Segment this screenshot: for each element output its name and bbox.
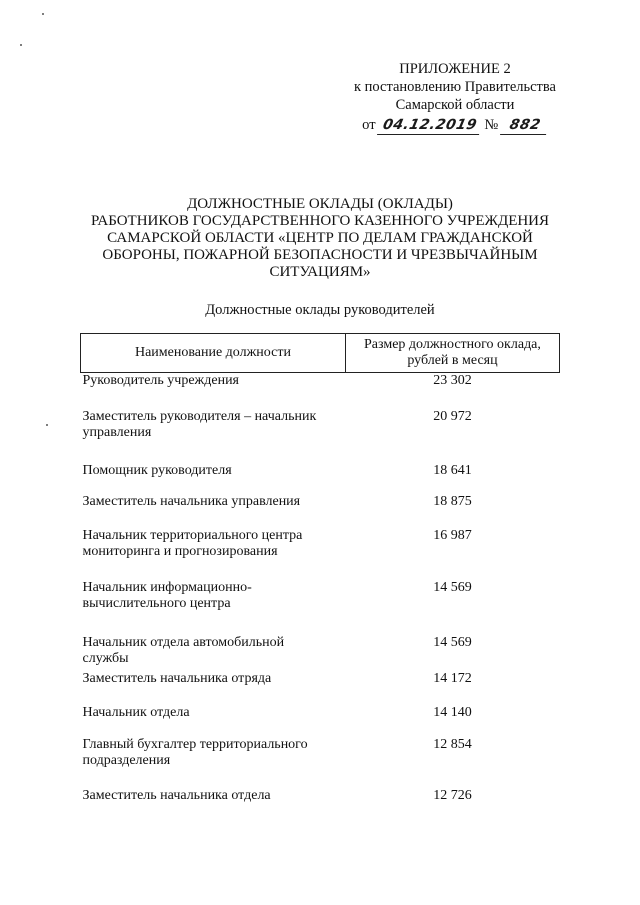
attachment-region: Самарской области xyxy=(395,97,515,113)
position-name: Начальник информационно- вычислительного центра xyxy=(82,579,252,611)
title-line: ДОЛЖНОСТНЫЕ ОКЛАДЫ (ОКЛАДЫ) xyxy=(187,196,453,212)
scan-speck xyxy=(42,13,44,15)
table-row xyxy=(81,463,560,494)
position-name: Начальник территориального центра мониторинга и прогнозирования xyxy=(82,527,303,559)
position-name: Заместитель начальника отряда xyxy=(82,670,272,686)
handwritten-number: 882 xyxy=(500,116,550,135)
scan-speck xyxy=(46,424,48,426)
position-name: Заместитель начальника управления xyxy=(82,493,301,509)
number-prefix: № xyxy=(484,117,499,133)
salary-value: 23 302 xyxy=(433,373,472,388)
header-salary-line2: рублей в месяц xyxy=(407,353,498,368)
attachment-label: ПРИЛОЖЕНИЕ 2 xyxy=(399,61,511,77)
attachment-decree: к постановлению Правительства xyxy=(354,79,556,95)
salary-value: 14 172 xyxy=(433,670,472,686)
position-name: Начальник отдела автомобильной службы xyxy=(82,634,285,666)
salary-value: 14 569 xyxy=(433,579,472,595)
position-name: Главный бухгалтер территориального подразделения xyxy=(82,736,308,768)
section-subtitle: Должностные оклады руководителей xyxy=(205,302,435,318)
table-row xyxy=(81,635,560,671)
header-salary xyxy=(345,334,559,373)
position-name: Заместитель руководителя – начальник управления xyxy=(82,408,317,440)
attachment-header xyxy=(340,60,570,135)
table-header-row xyxy=(81,334,560,373)
table-row xyxy=(81,671,560,705)
salary-value: 18 641 xyxy=(433,462,472,478)
table-row xyxy=(81,494,560,528)
table-row xyxy=(81,409,560,463)
handwritten-date: 04.12.2019 xyxy=(377,116,483,135)
table-row xyxy=(81,373,560,409)
table-row xyxy=(81,705,560,737)
attachment-date-line xyxy=(340,116,570,135)
salary-value: 20 972 xyxy=(433,408,472,424)
salary-value: 14 140 xyxy=(433,704,472,720)
title-line: ОБОРОНЫ, ПОЖАРНОЙ БЕЗОПАСНОСТИ И ЧРЕЗВЫЧАЙНЫМ xyxy=(102,247,538,263)
salary-value: 14 569 xyxy=(433,634,472,650)
table-row xyxy=(81,737,560,788)
position-name: Руководитель учреждения xyxy=(82,373,239,388)
table-row xyxy=(81,580,560,635)
title-line: РАБОТНИКОВ ГОСУДАРСТВЕННОГО КАЗЕННОГО УЧРЕЖДЕНИЯ xyxy=(90,213,550,229)
salary-table xyxy=(80,333,560,812)
salary-value: 18 875 xyxy=(433,493,472,509)
position-name: Помощник руководителя xyxy=(82,462,232,478)
salary-value: 16 987 xyxy=(433,527,472,543)
salary-value: 12 854 xyxy=(433,736,472,752)
scan-speck xyxy=(20,44,22,46)
position-name: Начальник отдела xyxy=(82,704,190,720)
document-title xyxy=(60,196,580,281)
table-row xyxy=(81,788,560,812)
title-line: СИТУАЦИЯМ» xyxy=(269,264,371,280)
table-row xyxy=(81,528,560,580)
header-position-name: Наименование должности xyxy=(81,334,346,373)
salary-value: 12 726 xyxy=(433,787,472,803)
header-salary-line1: Размер должностного оклада, xyxy=(364,337,541,352)
date-prefix: от xyxy=(362,117,376,133)
title-line: САМАРСКОЙ ОБЛАСТИ «ЦЕНТР ПО ДЕЛАМ ГРАЖДАНСКОЙ xyxy=(107,230,533,246)
position-name: Заместитель начальника отдела xyxy=(82,787,271,803)
